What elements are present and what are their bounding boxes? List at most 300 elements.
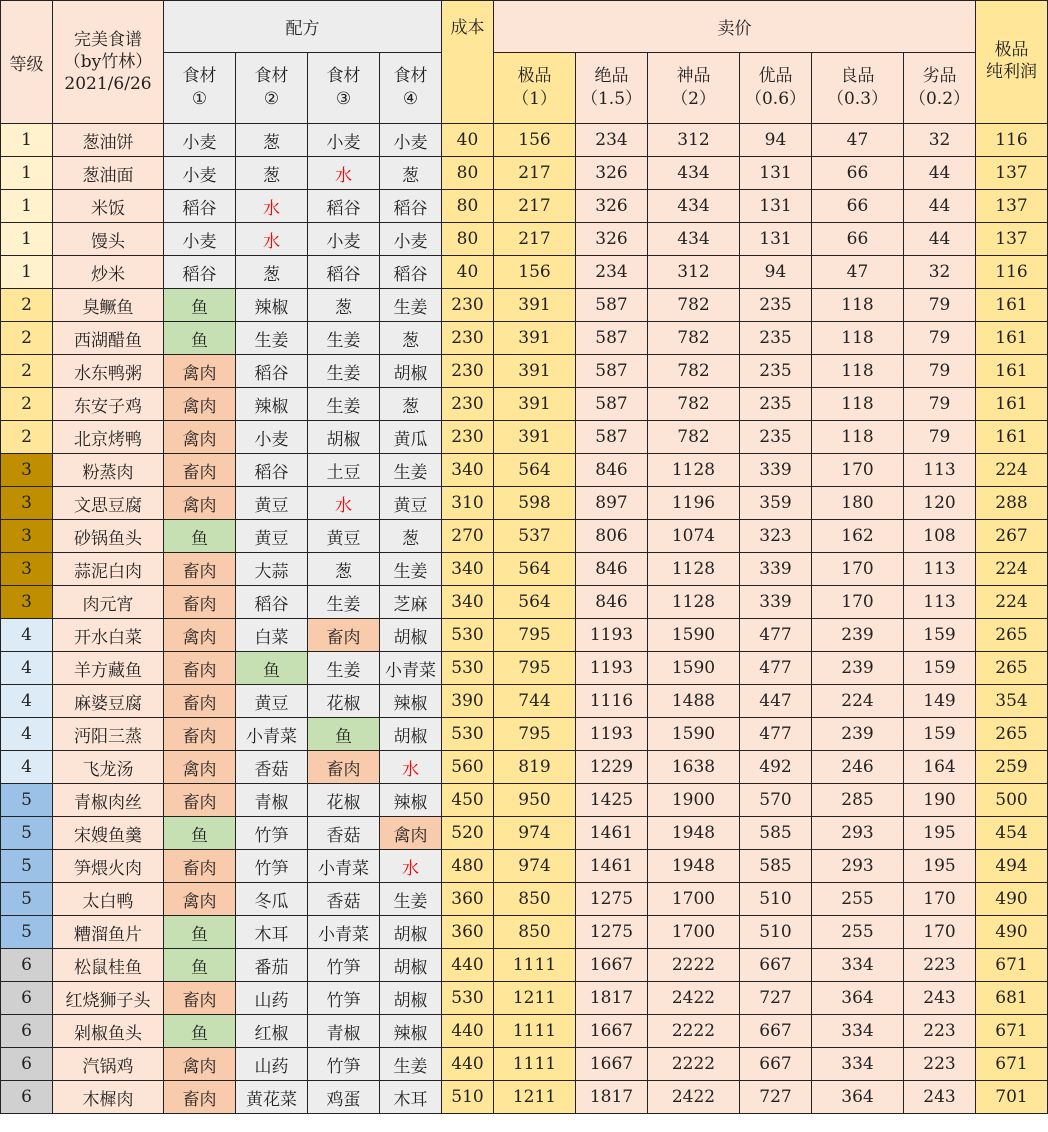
price-cell: 1193 [576, 718, 648, 751]
price-cell: 587 [576, 289, 648, 322]
ingredient-cell: 畜肉 [164, 718, 236, 751]
table-row [1, 916, 1048, 949]
header-text: ③ [335, 89, 352, 109]
price-cell: 2422 [648, 982, 740, 1015]
price-cell: 234 [576, 124, 648, 157]
price-cell: 94 [740, 124, 812, 157]
ingredient-cell: 胡椒 [380, 949, 442, 982]
price-cell: 156 [494, 124, 576, 157]
price-cell: 819 [494, 751, 576, 784]
price-cell: 1193 [576, 652, 648, 685]
cost-cell: 360 [442, 916, 494, 949]
dish-name-cell: 宋嫂鱼羹 [53, 817, 164, 850]
price-cell: 1948 [648, 817, 740, 850]
price-cell: 246 [812, 751, 904, 784]
ingredient-cell: 胡椒 [380, 982, 442, 1015]
cost-cell: 480 [442, 850, 494, 883]
table-row [1, 817, 1048, 850]
ingredient-cell: 小青菜 [236, 718, 308, 751]
level-header: 等级 [1, 1, 53, 124]
price-cell: 235 [740, 421, 812, 454]
price-cell: 255 [812, 883, 904, 916]
dish-name-cell: 糟溜鱼片 [53, 916, 164, 949]
table-row [1, 520, 1048, 553]
profit-cell: 116 [976, 124, 1048, 157]
price-cell: 118 [812, 421, 904, 454]
cost-cell: 230 [442, 388, 494, 421]
ingredient-cell: 黄豆 [380, 487, 442, 520]
header-text: 食材 [393, 66, 428, 86]
table-row [1, 619, 1048, 652]
price-cell: 334 [812, 1048, 904, 1081]
level-cell: 1 [1, 190, 53, 223]
level-cell: 2 [1, 421, 53, 454]
profit-header-line2: 纯利润 [986, 62, 1038, 82]
cost-cell: 80 [442, 223, 494, 256]
price-cell: 391 [494, 322, 576, 355]
ingredient-cell: 芝麻 [380, 586, 442, 619]
price-cell: 587 [576, 388, 648, 421]
ingredient-cell: 葱 [308, 289, 380, 322]
ingredient-cell: 生姜 [380, 883, 442, 916]
level-cell: 4 [1, 718, 53, 751]
ingredient-cell: 小青菜 [308, 916, 380, 949]
cost-cell: 440 [442, 1048, 494, 1081]
header-text: 良品 [840, 66, 875, 86]
price-cell: 667 [740, 1048, 812, 1081]
dish-name-cell: 羊方藏鱼 [53, 652, 164, 685]
table-row [1, 355, 1048, 388]
ingredient-cell: 胡椒 [380, 355, 442, 388]
cost-cell: 270 [442, 520, 494, 553]
price-cell: 32 [904, 124, 976, 157]
profit-cell: 161 [976, 322, 1048, 355]
price-cell: 391 [494, 421, 576, 454]
price-cell: 79 [904, 388, 976, 421]
price-cell: 131 [740, 190, 812, 223]
ingredient-cell: 葱 [380, 520, 442, 553]
price-cell: 239 [812, 619, 904, 652]
price-cell: 1275 [576, 883, 648, 916]
table-row [1, 124, 1048, 157]
price-cell: 195 [904, 850, 976, 883]
table-row [1, 883, 1048, 916]
profit-cell: 116 [976, 256, 1048, 289]
ingredient-cell: 畜肉 [164, 553, 236, 586]
price-cell: 587 [576, 355, 648, 388]
cost-cell: 510 [442, 1081, 494, 1114]
table-row [1, 322, 1048, 355]
price-cell: 570 [740, 784, 812, 817]
profit-cell: 224 [976, 553, 1048, 586]
ingredient-cell: 鱼 [164, 916, 236, 949]
price-cell: 113 [904, 553, 976, 586]
price-cell: 1116 [576, 685, 648, 718]
price-cell: 243 [904, 982, 976, 1015]
price-cell: 1667 [576, 1015, 648, 1048]
ingredient-cell: 葱 [236, 256, 308, 289]
grade-header-good [812, 53, 904, 124]
price-cell: 235 [740, 388, 812, 421]
recipe-rows [1, 124, 1048, 1114]
table-row [1, 223, 1048, 256]
ingredient-cell: 木耳 [380, 1081, 442, 1114]
cost-cell: 440 [442, 949, 494, 982]
table-row [1, 586, 1048, 619]
price-cell: 66 [812, 157, 904, 190]
ingredient-cell: 禽肉 [164, 421, 236, 454]
cost-cell: 340 [442, 553, 494, 586]
ingredient-cell: 黄豆 [236, 520, 308, 553]
table-row [1, 850, 1048, 883]
header-text: ④ [402, 89, 419, 109]
dish-name-cell: 飞龙汤 [53, 751, 164, 784]
dish-name-cell: 西湖醋鱼 [53, 322, 164, 355]
price-cell: 323 [740, 520, 812, 553]
ingredient-cell: 畜肉 [308, 619, 380, 652]
ingredient-cell: 小青菜 [308, 850, 380, 883]
ingredient-cell: 胡椒 [308, 421, 380, 454]
price-cell: 113 [904, 586, 976, 619]
price-cell: 492 [740, 751, 812, 784]
price-cell: 1211 [494, 1081, 576, 1114]
price-cell: 795 [494, 619, 576, 652]
price-cell: 1074 [648, 520, 740, 553]
price-cell: 217 [494, 190, 576, 223]
header-text: ① [191, 89, 208, 109]
price-cell: 1817 [576, 982, 648, 1015]
price-cell: 195 [904, 817, 976, 850]
profit-cell: 161 [976, 421, 1048, 454]
header-text: （0.2） [908, 89, 971, 109]
price-cell: 170 [812, 454, 904, 487]
price-cell: 364 [812, 982, 904, 1015]
level-cell: 6 [1, 949, 53, 982]
ingredient-cell: 小麦 [236, 421, 308, 454]
ingredient-cell: 山药 [236, 982, 308, 1015]
ingredient-cell: 小麦 [380, 124, 442, 157]
price-cell: 180 [812, 487, 904, 520]
table-row [1, 1081, 1048, 1114]
dish-name-cell: 木樨肉 [53, 1081, 164, 1114]
header-text: 食材 [254, 66, 289, 86]
price-cell: 47 [812, 124, 904, 157]
ingredient-cell: 禽肉 [164, 487, 236, 520]
price-cell: 795 [494, 652, 576, 685]
profit-cell: 161 [976, 388, 1048, 421]
table-row [1, 454, 1048, 487]
ingredient-cell: 鱼 [164, 1015, 236, 1048]
level-cell: 5 [1, 817, 53, 850]
price-cell: 782 [648, 289, 740, 322]
ingredient-cell: 禽肉 [164, 751, 236, 784]
price-cell: 564 [494, 454, 576, 487]
price-cell: 162 [812, 520, 904, 553]
ingredient-cell: 生姜 [308, 388, 380, 421]
table-row [1, 190, 1048, 223]
profit-cell: 259 [976, 751, 1048, 784]
price-cell: 131 [740, 157, 812, 190]
profit-cell: 490 [976, 883, 1048, 916]
level-cell: 6 [1, 1048, 53, 1081]
dish-name-cell: 葱油面 [53, 157, 164, 190]
profit-cell: 494 [976, 850, 1048, 883]
cost-cell: 530 [442, 718, 494, 751]
price-cell: 2222 [648, 1015, 740, 1048]
ingredient-cell: 辣椒 [380, 685, 442, 718]
ingredient-cell: 稻谷 [164, 256, 236, 289]
price-cell: 850 [494, 883, 576, 916]
ingredient-cell: 黄花菜 [236, 1081, 308, 1114]
level-cell: 6 [1, 982, 53, 1015]
price-cell: 950 [494, 784, 576, 817]
ingredient-cell: 土豆 [308, 454, 380, 487]
level-cell: 1 [1, 256, 53, 289]
ingredient-cell: 水 [380, 850, 442, 883]
price-cell: 44 [904, 157, 976, 190]
price-cell: 118 [812, 289, 904, 322]
table-row [1, 982, 1048, 1015]
level-cell: 3 [1, 454, 53, 487]
ingredient-header-4 [380, 53, 442, 124]
header-text: 绝品 [594, 66, 629, 86]
table-row [1, 487, 1048, 520]
dish-name-cell: 蒜泥白肉 [53, 553, 164, 586]
ingredient-cell: 生姜 [308, 652, 380, 685]
cost-cell: 450 [442, 784, 494, 817]
price-cell: 118 [812, 388, 904, 421]
ingredient-cell: 鸡蛋 [308, 1081, 380, 1114]
ingredient-cell: 小青菜 [380, 652, 442, 685]
price-cell: 239 [812, 718, 904, 751]
ingredient-cell: 香菇 [308, 883, 380, 916]
price-cell: 170 [812, 586, 904, 619]
header-text: 极品 [517, 66, 552, 86]
price-cell: 364 [812, 1081, 904, 1114]
dish-name-cell: 太白鸭 [53, 883, 164, 916]
ingredient-cell: 小麦 [380, 223, 442, 256]
profit-cell: 267 [976, 520, 1048, 553]
table-row [1, 388, 1048, 421]
dish-name-cell: 开水白菜 [53, 619, 164, 652]
price-cell: 217 [494, 223, 576, 256]
ingredient-cell: 畜肉 [164, 982, 236, 1015]
price-cell: 79 [904, 421, 976, 454]
ingredient-cell: 香菇 [236, 751, 308, 784]
profit-cell: 500 [976, 784, 1048, 817]
ingredient-cell: 生姜 [308, 586, 380, 619]
ingredient-cell: 辣椒 [380, 784, 442, 817]
ingredient-cell: 山药 [236, 1048, 308, 1081]
ingredient-cell: 黄豆 [308, 520, 380, 553]
ingredient-cell: 畜肉 [164, 454, 236, 487]
cost-cell: 80 [442, 157, 494, 190]
level-cell: 3 [1, 553, 53, 586]
price-cell: 1667 [576, 949, 648, 982]
ingredient-cell: 禽肉 [380, 817, 442, 850]
price-cell: 243 [904, 1081, 976, 1114]
table-row [1, 1015, 1048, 1048]
price-cell: 846 [576, 586, 648, 619]
price-cell: 846 [576, 454, 648, 487]
level-cell: 4 [1, 685, 53, 718]
grade-header-superior [740, 53, 812, 124]
cost-header: 成本 [442, 1, 494, 124]
dish-name-cell: 炒米 [53, 256, 164, 289]
profit-cell: 671 [976, 1048, 1048, 1081]
profit-cell: 681 [976, 982, 1048, 1015]
price-cell: 235 [740, 322, 812, 355]
cost-cell: 530 [442, 619, 494, 652]
price-cell: 806 [576, 520, 648, 553]
price-cell: 434 [648, 190, 740, 223]
price-cell: 1193 [576, 619, 648, 652]
ingredient-cell: 生姜 [380, 454, 442, 487]
ingredient-cell: 黄豆 [236, 487, 308, 520]
profit-cell: 224 [976, 454, 1048, 487]
ingredient-cell: 畜肉 [164, 1081, 236, 1114]
dish-name-cell: 馒头 [53, 223, 164, 256]
level-cell: 3 [1, 520, 53, 553]
price-cell: 391 [494, 388, 576, 421]
price-cell: 782 [648, 421, 740, 454]
profit-cell: 137 [976, 223, 1048, 256]
ingredient-cell: 水 [380, 751, 442, 784]
price-cell: 164 [904, 751, 976, 784]
ingredient-cell: 白菜 [236, 619, 308, 652]
ingredient-cell: 胡椒 [380, 718, 442, 751]
dish-name-cell: 粉蒸肉 [53, 454, 164, 487]
ingredient-cell: 葱 [380, 322, 442, 355]
ingredient-cell: 禽肉 [164, 883, 236, 916]
price-cell: 510 [740, 883, 812, 916]
table-row [1, 1048, 1048, 1081]
ingredient-cell: 花椒 [308, 784, 380, 817]
ingredient-cell: 水 [308, 157, 380, 190]
price-cell: 235 [740, 355, 812, 388]
price-cell: 598 [494, 487, 576, 520]
price-cell: 339 [740, 454, 812, 487]
ingredient-cell: 葱 [236, 157, 308, 190]
price-cell: 974 [494, 850, 576, 883]
price-cell: 190 [904, 784, 976, 817]
ingredient-cell: 水 [236, 223, 308, 256]
cost-cell: 80 [442, 190, 494, 223]
profit-cell: 161 [976, 355, 1048, 388]
dish-name-cell: 米饭 [53, 190, 164, 223]
price-cell: 1461 [576, 850, 648, 883]
price-cell: 66 [812, 223, 904, 256]
price-cell: 224 [812, 685, 904, 718]
price-cell: 159 [904, 718, 976, 751]
price-cell: 326 [576, 223, 648, 256]
ingredient-cell: 水 [308, 487, 380, 520]
dish-name-cell: 东安子鸡 [53, 388, 164, 421]
header-text: 劣品 [922, 66, 957, 86]
dish-name-cell: 水东鸭粥 [53, 355, 164, 388]
price-cell: 1128 [648, 586, 740, 619]
ingredient-cell: 稻谷 [236, 355, 308, 388]
price-cell: 1275 [576, 916, 648, 949]
price-cell: 94 [740, 256, 812, 289]
ingredient-cell: 稻谷 [236, 454, 308, 487]
price-cell: 585 [740, 817, 812, 850]
cost-cell: 340 [442, 586, 494, 619]
price-cell: 326 [576, 157, 648, 190]
price-cell: 156 [494, 256, 576, 289]
table-row [1, 751, 1048, 784]
price-cell: 170 [904, 883, 976, 916]
profit-cell: 701 [976, 1081, 1048, 1114]
price-cell: 434 [648, 223, 740, 256]
ingredient-cell: 鱼 [308, 718, 380, 751]
level-cell: 5 [1, 916, 53, 949]
header-text: 食材 [326, 66, 361, 86]
price-cell: 32 [904, 256, 976, 289]
dish-name-cell: 文思豆腐 [53, 487, 164, 520]
header-text: 优品 [758, 66, 793, 86]
header-text: （0.3） [826, 89, 889, 109]
price-cell: 1111 [494, 1048, 576, 1081]
price-cell: 1700 [648, 916, 740, 949]
price-cell: 477 [740, 619, 812, 652]
header-text: （0.6） [744, 89, 807, 109]
ingredient-cell: 稻谷 [236, 586, 308, 619]
level-cell: 5 [1, 850, 53, 883]
ingredient-cell: 稻谷 [164, 190, 236, 223]
price-cell: 79 [904, 289, 976, 322]
level-cell: 1 [1, 223, 53, 256]
level-cell: 3 [1, 487, 53, 520]
ingredient-cell: 青椒 [308, 1015, 380, 1048]
price-cell: 782 [648, 322, 740, 355]
cost-cell: 360 [442, 883, 494, 916]
ingredient-cell: 辣椒 [380, 1015, 442, 1048]
level-cell: 2 [1, 388, 53, 421]
price-cell: 66 [812, 190, 904, 223]
dish-name-cell: 松鼠桂鱼 [53, 949, 164, 982]
price-cell: 846 [576, 553, 648, 586]
price-cell: 537 [494, 520, 576, 553]
price-cell: 312 [648, 124, 740, 157]
ingredient-cell: 辣椒 [236, 289, 308, 322]
price-cell: 44 [904, 223, 976, 256]
level-cell: 2 [1, 355, 53, 388]
profit-cell: 137 [976, 190, 1048, 223]
ingredient-header-2 [236, 53, 308, 124]
price-cell: 1700 [648, 883, 740, 916]
dish-name-cell: 沔阳三蒸 [53, 718, 164, 751]
title-date: 2021/6/26 [64, 74, 152, 94]
dish-name-cell: 红烧狮子头 [53, 982, 164, 1015]
price-cell: 391 [494, 289, 576, 322]
profit-cell: 490 [976, 916, 1048, 949]
title-text: 完美食谱 [74, 30, 142, 50]
cost-cell: 530 [442, 982, 494, 1015]
price-cell: 44 [904, 190, 976, 223]
recipe-header: 配方 [164, 1, 442, 53]
ingredient-cell: 辣椒 [236, 388, 308, 421]
profit-cell: 671 [976, 1015, 1048, 1048]
cost-cell: 560 [442, 751, 494, 784]
profit-cell: 288 [976, 487, 1048, 520]
cost-cell: 230 [442, 355, 494, 388]
price-cell: 585 [740, 850, 812, 883]
ingredient-cell: 小麦 [164, 124, 236, 157]
price-cell: 795 [494, 718, 576, 751]
cost-cell: 230 [442, 289, 494, 322]
table-row [1, 553, 1048, 586]
